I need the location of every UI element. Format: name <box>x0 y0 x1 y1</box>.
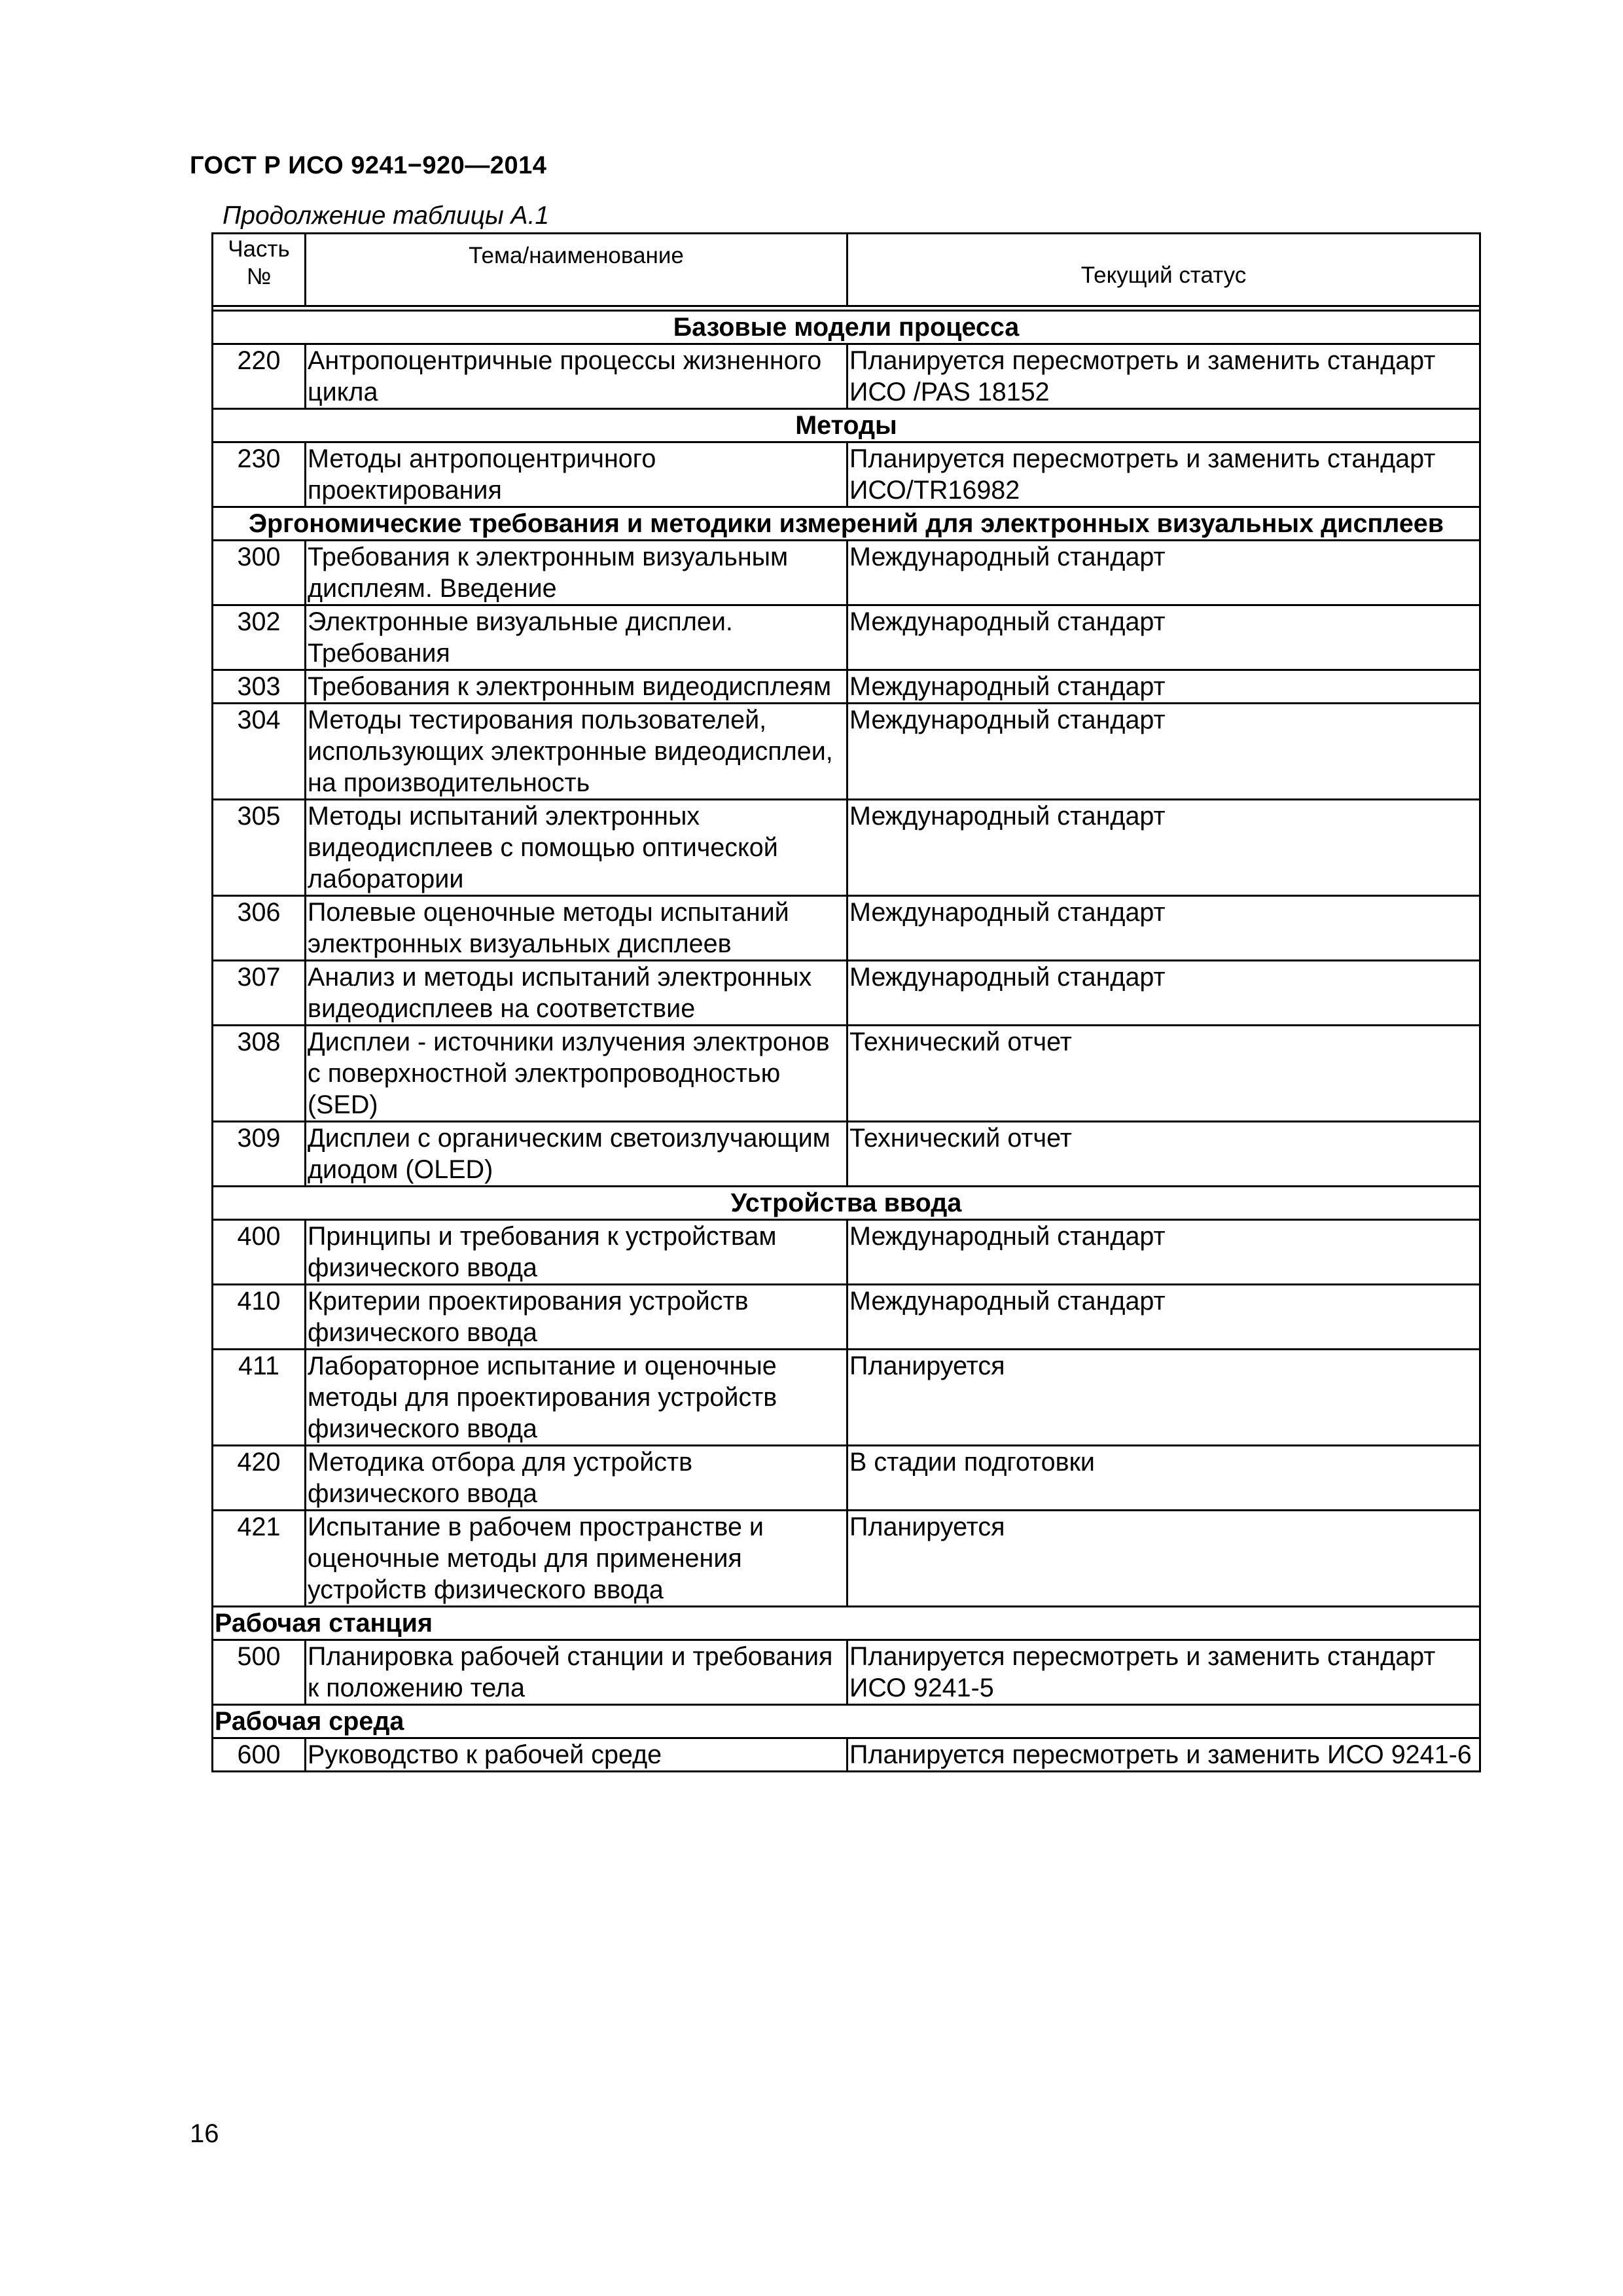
row-number: 600 <box>213 1738 306 1772</box>
row-topic: Дисплеи с органическим светоизлучающим диодом (OLED) <box>306 1122 847 1187</box>
table-row <box>213 1220 1480 1285</box>
row-status: Международный стандарт <box>847 605 1480 670</box>
section-title: Рабочая среда <box>213 1705 1480 1738</box>
row-topic: Лабораторное испытание и оценочные методы для проектирования устройств физического ввода <box>306 1350 847 1446</box>
row-topic: Испытание в рабочем пространстве и оценочные методы для применения устройств физического ввода <box>306 1511 847 1607</box>
table-row <box>213 704 1480 800</box>
row-number: 500 <box>213 1640 306 1705</box>
row-status: В стадии подготовки <box>847 1446 1480 1511</box>
row-status: Международный стандарт <box>847 896 1480 961</box>
row-number: 305 <box>213 800 306 896</box>
row-status: Планируется <box>847 1350 1480 1446</box>
section-row <box>213 311 1480 344</box>
row-number: 421 <box>213 1511 306 1607</box>
table-row <box>213 605 1480 670</box>
column-header-number <box>213 234 306 306</box>
row-status: Планируется пересмотреть и заменить стандарт ИСО/TR16982 <box>847 442 1480 507</box>
section-row <box>213 409 1480 442</box>
table-header <box>213 234 1480 306</box>
section-title: Рабочая станция <box>213 1607 1480 1640</box>
row-topic: Требования к электронным визуальным дисплеям. Введение <box>306 541 847 605</box>
row-status: Технический отчет <box>847 1026 1480 1122</box>
row-topic: Методы антропоцентричного проектирования <box>306 442 847 507</box>
row-number: 410 <box>213 1285 306 1350</box>
table-row <box>213 1285 1480 1350</box>
row-number: 300 <box>213 541 306 605</box>
row-topic: Требования к электронным видеодисплеям <box>306 670 847 704</box>
row-topic: Антропоцентричные процессы жизненного цикла <box>306 344 847 409</box>
section-row <box>213 1705 1480 1738</box>
row-topic: Дисплеи - источники излучения электронов с поверхностной электропроводностью (SED) <box>306 1026 847 1122</box>
table-row <box>213 344 1480 409</box>
row-topic: Критерии проектирования устройств физического ввода <box>306 1285 847 1350</box>
table-row <box>213 1122 1480 1187</box>
table-row <box>213 1446 1480 1511</box>
row-status: Международный стандарт <box>847 1220 1480 1285</box>
header-spacer-row <box>213 306 1480 311</box>
section-row <box>213 1607 1480 1640</box>
row-status: Планируется пересмотреть и заменить стандарт ИСО /PAS 18152 <box>847 344 1480 409</box>
row-topic: Методы испытаний электронных видеодисплеев с помощью оптической лаборатории <box>306 800 847 896</box>
row-topic: Принципы и требования к устройствам физического ввода <box>306 1220 847 1285</box>
document-header: ГОСТ Р ИСО 9241−920—2014 <box>190 152 547 179</box>
row-status: Международный стандарт <box>847 704 1480 800</box>
table-row <box>213 1026 1480 1122</box>
row-status: Международный стандарт <box>847 541 1480 605</box>
table-row <box>213 670 1480 704</box>
row-status: Международный стандарт <box>847 1285 1480 1350</box>
row-topic: Методика отбора для устройств физического ввода <box>306 1446 847 1511</box>
section-row <box>213 1187 1480 1220</box>
row-topic: Анализ и методы испытаний электронных видеодисплеев на соответствие <box>306 961 847 1026</box>
column-header-number-line1: Часть <box>228 236 290 262</box>
column-header-topic: Тема/наименование <box>306 234 847 306</box>
table-row <box>213 541 1480 605</box>
row-number: 230 <box>213 442 306 507</box>
row-topic: Электронные визуальные дисплеи. Требования <box>306 605 847 670</box>
row-number: 400 <box>213 1220 306 1285</box>
row-number: 308 <box>213 1026 306 1122</box>
table-row <box>213 442 1480 507</box>
row-status: Международный стандарт <box>847 800 1480 896</box>
row-status: Планируется <box>847 1511 1480 1607</box>
row-topic: Планировка рабочей станции и требования к положению тела <box>306 1640 847 1705</box>
table-row <box>213 800 1480 896</box>
row-status: Международный стандарт <box>847 670 1480 704</box>
page-number: 16 <box>190 2119 219 2148</box>
table-row <box>213 961 1480 1026</box>
row-number: 309 <box>213 1122 306 1187</box>
row-status: Планируется пересмотреть и заменить ИСО 9241-6 <box>847 1738 1480 1772</box>
row-number: 306 <box>213 896 306 961</box>
row-number: 304 <box>213 704 306 800</box>
row-number: 303 <box>213 670 306 704</box>
row-topic: Руководство к рабочей среде <box>306 1738 847 1772</box>
section-title: Методы <box>213 409 1480 442</box>
table-row <box>213 1640 1480 1705</box>
row-number: 411 <box>213 1350 306 1446</box>
column-header-status: Текущий статус <box>847 234 1480 306</box>
row-status: Международный стандарт <box>847 961 1480 1026</box>
section-title: Базовые модели процесса <box>213 311 1480 344</box>
row-topic: Методы тестирования пользователей, использующих электронные видеодисплеи, на производительность <box>306 704 847 800</box>
row-number: 307 <box>213 961 306 1026</box>
table-caption: Продолжение таблицы А.1 <box>223 202 550 230</box>
row-status: Планируется пересмотреть и заменить стандарт ИСО 9241-5 <box>847 1640 1480 1705</box>
table-row <box>213 896 1480 961</box>
standards-table <box>211 232 1481 1772</box>
table-body <box>213 306 1480 1772</box>
row-number: 420 <box>213 1446 306 1511</box>
section-row <box>213 507 1480 541</box>
row-topic: Полевые оценочные методы испытаний электронных визуальных дисплеев <box>306 896 847 961</box>
row-number: 302 <box>213 605 306 670</box>
column-header-number-line2: № <box>246 264 272 289</box>
section-title: Эргономические требования и методики измерений для электронных визуальных дисплеев <box>213 507 1480 541</box>
table-row <box>213 1511 1480 1607</box>
section-title: Устройства ввода <box>213 1187 1480 1220</box>
row-number: 220 <box>213 344 306 409</box>
table-row <box>213 1738 1480 1772</box>
row-status: Технический отчет <box>847 1122 1480 1187</box>
table-row <box>213 1350 1480 1446</box>
